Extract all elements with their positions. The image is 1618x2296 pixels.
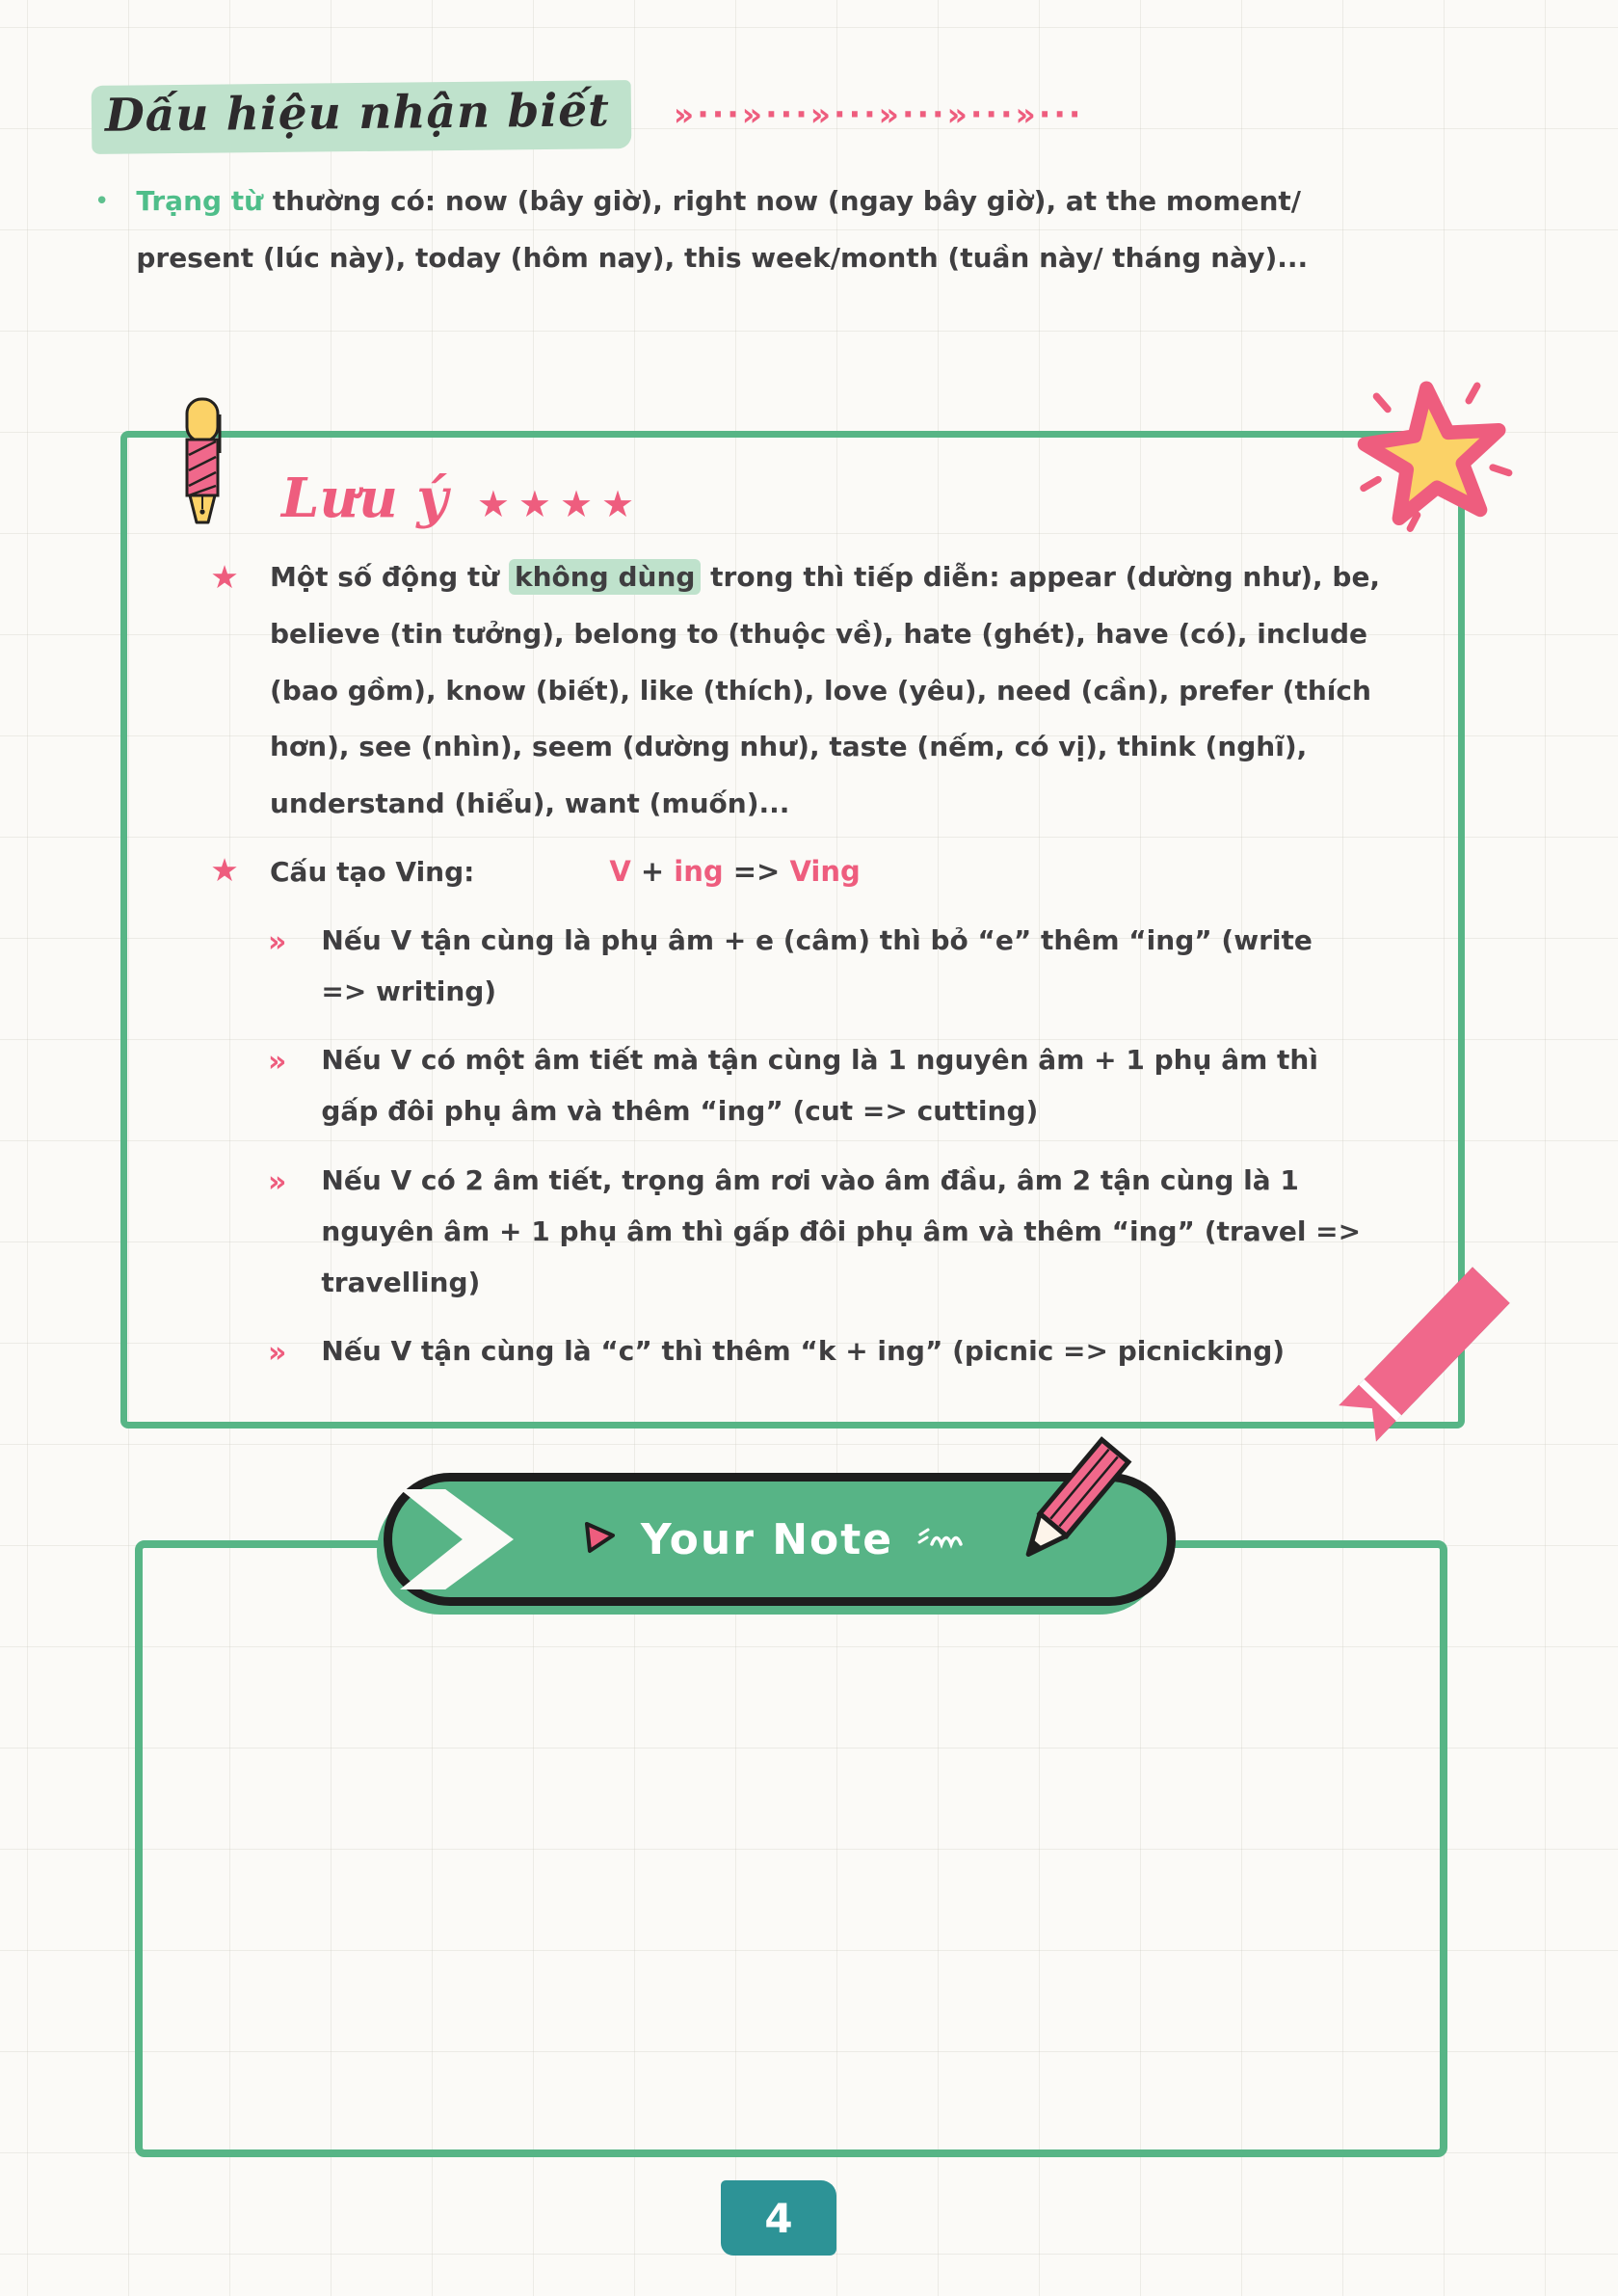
page-header bbox=[92, 83, 1083, 151]
intro-line2: present (lúc này), today (hôm nay), this week/month (tuần này/ tháng này)... bbox=[136, 241, 1309, 274]
note-point-text: Một số động từ không dùng trong thì tiếp diễn: appear (dường như), be, believe (tin tưởng), belong to (thuộc về), hate (ghét), have (có), include (bao gồm), know (biết), like (thích), love (yêu), need (cần), prefer (thích hơn), see (nhìn), seem (dường như), taste (nếm, có vị), think (nghĩ), understand (hiểu), want (muốn)... bbox=[270, 561, 1381, 820]
rule-item: » Nếu V tận cùng là phụ âm + e (câm) thì bỏ “e” thêm “ing” (write => writing) bbox=[268, 915, 1405, 1017]
intro-text bbox=[136, 174, 1308, 287]
your-note-banner bbox=[384, 1473, 1176, 1606]
page-number-badge bbox=[721, 2180, 836, 2256]
title-highlight bbox=[92, 80, 632, 154]
pen-icon bbox=[177, 395, 229, 536]
squiggle-icon bbox=[916, 1525, 978, 1554]
rating-stars: ★★★★ bbox=[476, 483, 644, 525]
bullet-dot: • bbox=[94, 187, 110, 216]
play-icon bbox=[581, 1519, 618, 1560]
note-highlight-box bbox=[120, 431, 1465, 1428]
your-note-label: Your Note bbox=[640, 1514, 894, 1564]
formula-point bbox=[206, 842, 1405, 901]
chevron-arrows-decoration: »···»···»···»···»···»··· bbox=[673, 95, 1084, 133]
note-point bbox=[206, 549, 1405, 833]
rule-marker-icon: » bbox=[268, 1045, 287, 1080]
intro-paragraph bbox=[94, 174, 1308, 287]
star-bullet-icon: ★ bbox=[210, 558, 239, 596]
ving-formula: V + ing => Ving bbox=[609, 854, 861, 888]
section-heading-row bbox=[281, 467, 1405, 530]
rule-marker-icon: » bbox=[268, 924, 287, 959]
formula-label: Cấu tạo Ving: bbox=[270, 855, 475, 888]
intro-keyword: Trạng từ bbox=[136, 185, 264, 217]
star-icon bbox=[1340, 360, 1526, 548]
rules-list bbox=[268, 915, 1405, 1380]
page-title: Dấu hiệu nhận biết bbox=[104, 84, 611, 143]
rule-item: » Nếu V có một âm tiết mà tận cùng là 1 nguyên âm + 1 phụ âm thì gấp đôi phụ âm và thêm “ing” (cut => cutting) bbox=[268, 1034, 1405, 1136]
pencil-icon bbox=[990, 1422, 1144, 1599]
notes-area bbox=[135, 1540, 1447, 2157]
star-bullet-icon: ★ bbox=[210, 850, 239, 889]
highlighted-phrase: không dùng bbox=[509, 559, 701, 595]
rule-item: » Nếu V tận cùng là “c” thì thêm “k + ing” (picnic => picnicking) bbox=[268, 1325, 1405, 1380]
rule-item: » Nếu V có 2 âm tiết, trọng âm rơi vào âm đầu, âm 2 tận cùng là 1 nguyên âm + 1 phụ âm thì gấp đôi phụ âm và thêm “ing” (travel => travelling) bbox=[268, 1155, 1405, 1309]
rule-marker-icon: » bbox=[268, 1164, 287, 1199]
page-number: 4 bbox=[764, 2194, 793, 2242]
section-heading: Lưu ý bbox=[281, 467, 448, 530]
intro-line1: thường có: now (bây giờ), right now (ngay bây giờ), at the moment/ bbox=[263, 185, 1302, 217]
banner-notch-decoration bbox=[400, 1489, 514, 1589]
rule-marker-icon: » bbox=[268, 1336, 287, 1371]
